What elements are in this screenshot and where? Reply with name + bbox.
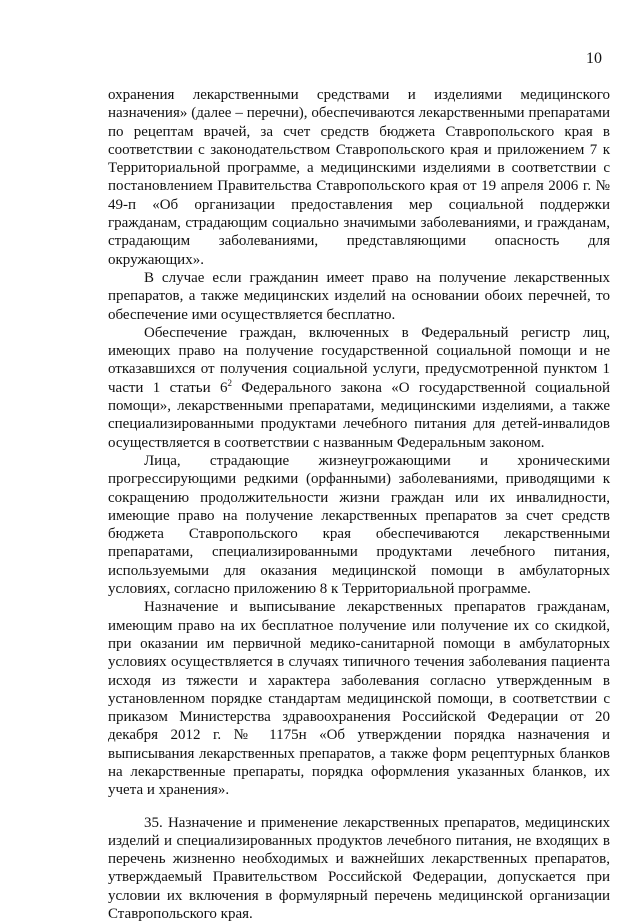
paragraph-continuation: охранения лекарственными средствами и изделиями медицинского назначения» (далее – перечни), обеспечиваются лекарственными препаратами по рецептам врачей, за счет средств бюджета Ставропольского края в соответствии с законодательством Ставропольского края и приложением 7 к Территориальной программе, а медицинскими изделиями в соответствии с постановлением Правительства Ставропольского края от 19 апреля 2006 г. № 49-п «Об организации предоставления мер социальной поддержки гражданам, страдающим социально значимыми заболеваниями, и гражданам, страдающим заболеваниями, представляющими опасность для окружающих». — [108, 87, 610, 268]
federal-register-text: Обеспечение граждан, включенных в Федеральный регистр лиц, имеющих право на получение государственной социальной помощи и не отказавшихся от получения социальной услуги, предусмотренной пунктом 1 части 1 статьи 6 — [108, 324, 610, 396]
paragraph-section-35: 35. Назначение и применение лекарственных препаратов, медицинских изделий и специализированных продуктов лечебного питания, не входящих в перечень жизненно необходимых и важнейших лекарственных препаратов, утверждаемый Правительством Российской Федерации, допускается при условии их включения в формулярный перечень медицинской организации Ставропольского края. — [108, 814, 610, 923]
document-body — [108, 86, 610, 923]
paragraph-prescription: Назначение и выписывание лекарственных препаратов гражданам, имеющим право на их бесплатное получение или получение их со скидкой, при оказании им первичной медико-санитарной помощи в амбулаторных условиях осуществляется в случаях типичного течения заболевания пациента исходя из тяжести и характера заболевания согласно утвержденным в установленном порядке стандартам медицинской помощи, в соответствии с приказом Министерства здравоохранения Российской Федерации от 20 декабря 2012 г. № 1175н «Об утверждении порядка назначения и выписывания лекарственных препаратов, а также форм рецептурных бланков на лекарственные препараты, порядка оформления указанных бланков, их учета и хранения». — [108, 599, 610, 799]
paragraph-orphan-diseases: Лица, страдающие жизнеугрожающими и хроническими прогрессирующими редкими (орфанными) заболеваниями, приводящими к сокращению продолжительности жизни граждан или их инвалидности, имеющие право на получение лекарственных препаратов за счет средств бюджета Ставропольского края обеспечиваются лекарственными препаратами, специализированными продуктами лечебного питания, используемыми для оказания медицинской помощи в амбулаторных условиях, согласно приложению 8 к Территориальной программе. — [108, 452, 610, 598]
federal-register-text-continued: Федерального закона «О государственной социальной помощи», лекарственными препаратами, медицинскими изделиями, а также специализированными продуктами лечебного питания для детей-инвалидов осуществляется в соответствии с названным Федеральным законом. — [108, 379, 611, 451]
article-superscript: 2 — [227, 377, 232, 388]
paragraph-both-lists: В случае если гражданин имеет право на получение лекарственных препаратов, а также медицинских изделий на основании обоих перечней, то обеспечение ими осуществляется бесплатно. — [108, 269, 610, 323]
paragraph-federal-register — [108, 324, 610, 452]
page-number: 10 — [586, 50, 602, 67]
